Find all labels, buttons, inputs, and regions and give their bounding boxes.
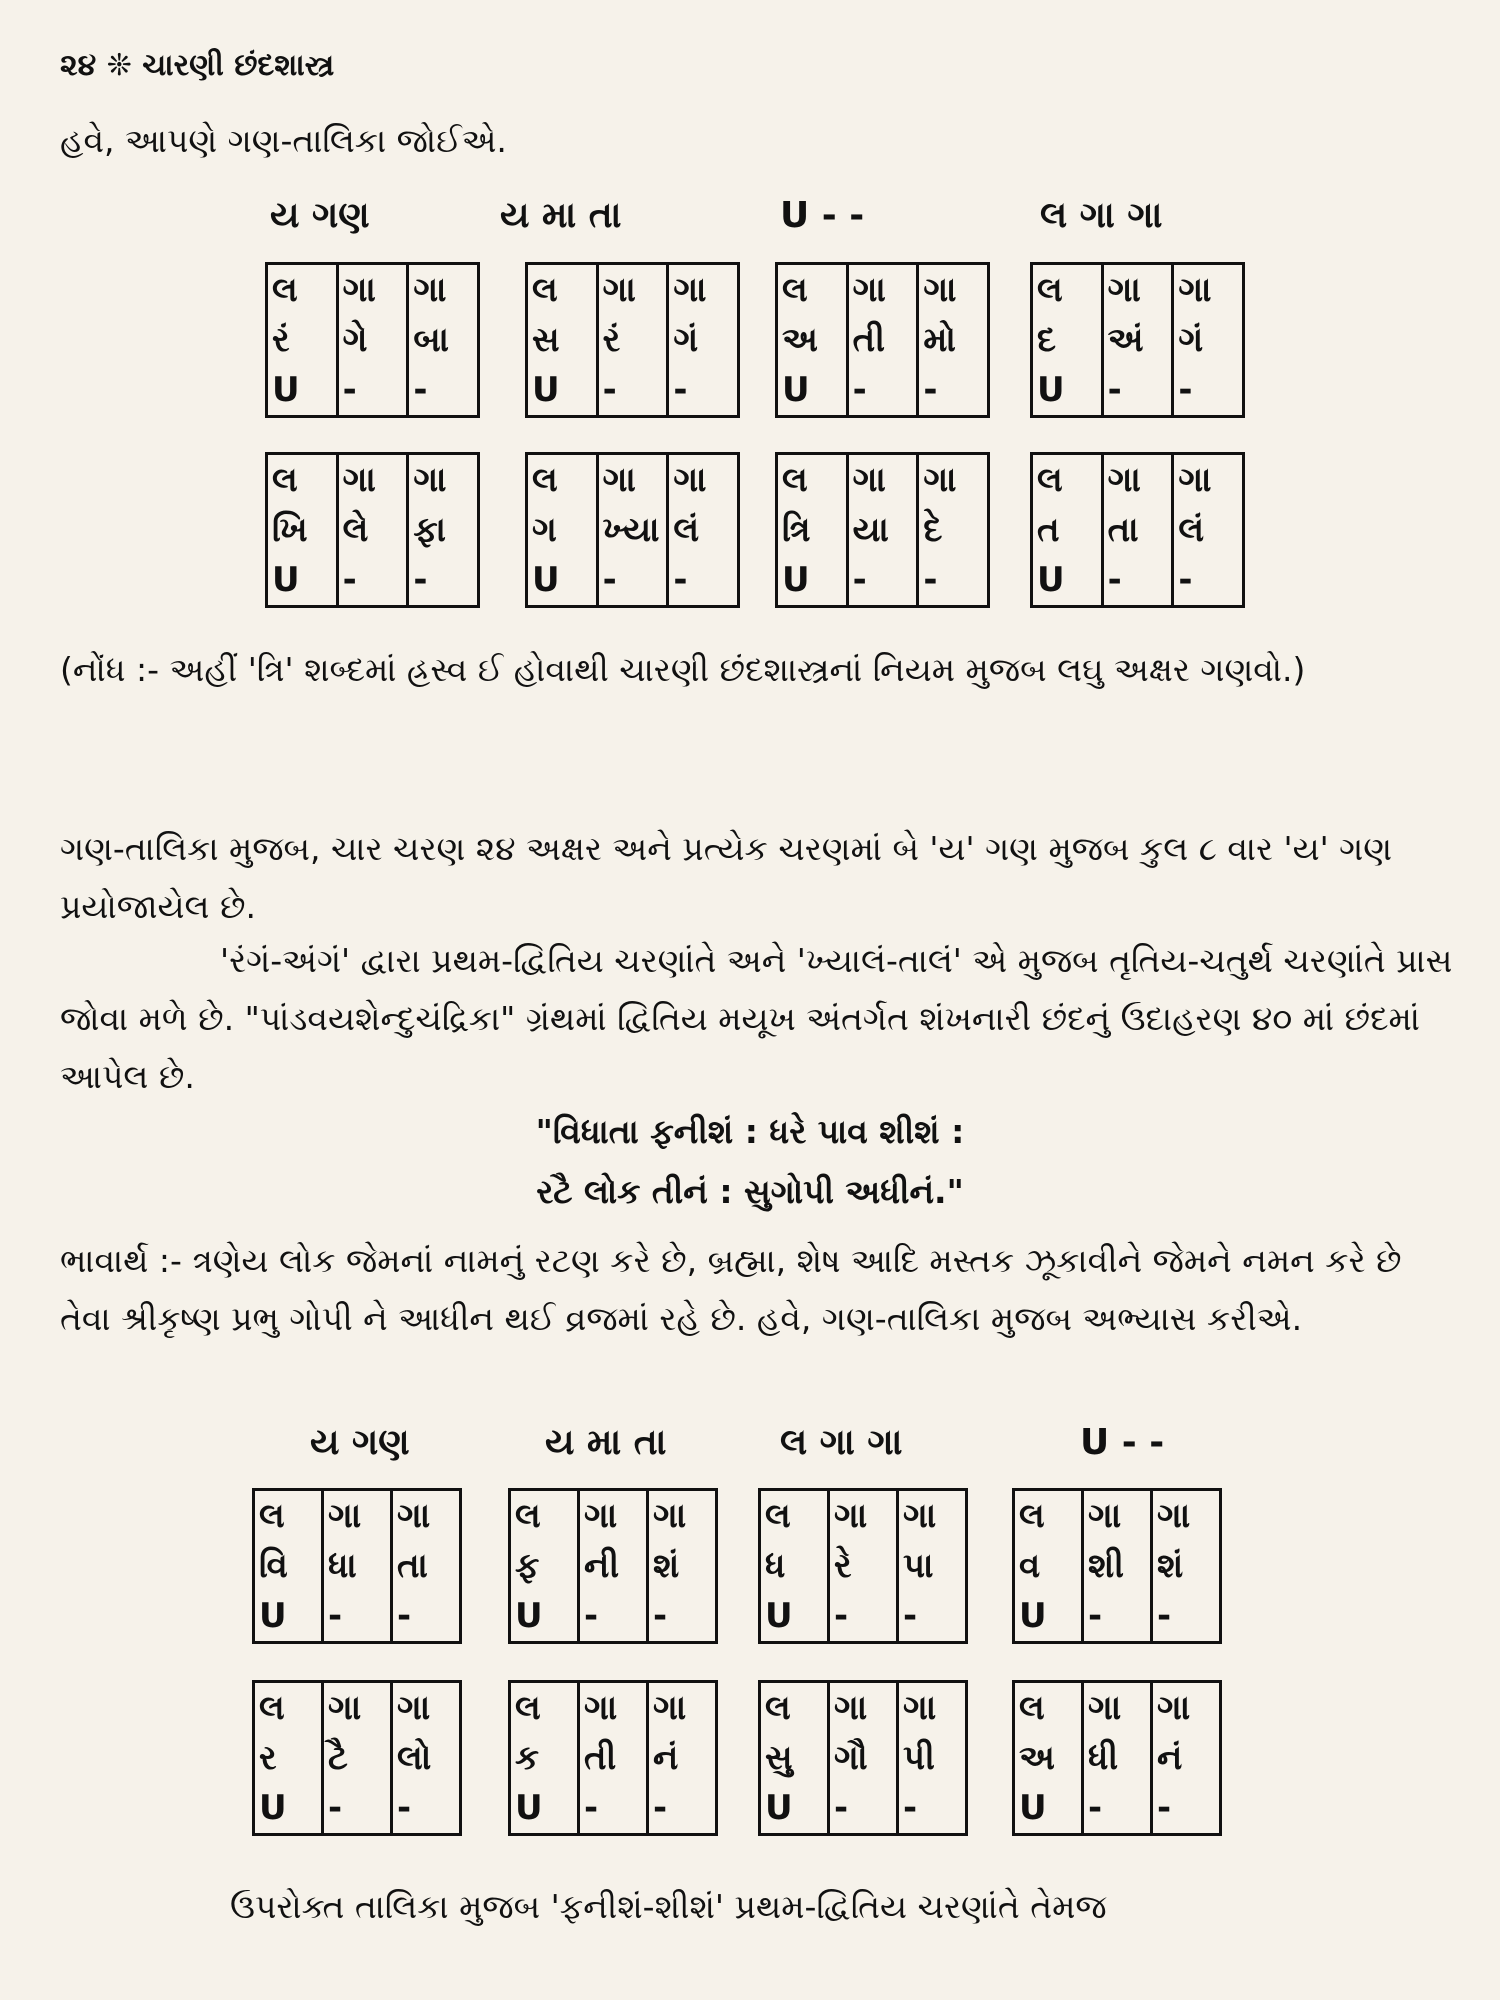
gana-cell: -: [1102, 365, 1173, 417]
gana-cell: -: [579, 1783, 648, 1835]
gana-cell: -: [898, 1591, 967, 1643]
gana-cell: U: [777, 365, 848, 417]
gana-table-row: [1032, 315, 1244, 365]
gana-cell: લ: [527, 264, 598, 316]
gana-table: [775, 262, 990, 418]
gana-table-row: [777, 264, 989, 316]
gana-cell: વિ: [254, 1541, 323, 1591]
gana-table-row: [267, 555, 479, 607]
gana-cell: શી: [1083, 1541, 1152, 1591]
gana-cell: -: [898, 1783, 967, 1835]
gana-table: [508, 1680, 718, 1836]
gana-cell: ગા: [1152, 1490, 1221, 1542]
gana-cell: ગા: [408, 264, 479, 316]
gana-table-row: [527, 454, 739, 506]
gana-cell: ગા: [648, 1682, 717, 1734]
gana-cell: ધી: [1083, 1733, 1152, 1783]
gana-table: [252, 1488, 462, 1644]
gana-cell: લ: [1032, 454, 1103, 506]
gana-cell: પી: [898, 1733, 967, 1783]
gana-cell: U: [267, 555, 338, 607]
gana-cell: અ: [1014, 1733, 1083, 1783]
gana-cell: ગા: [898, 1490, 967, 1542]
gana-table: [525, 452, 740, 608]
gana-cell: ગા: [668, 264, 739, 316]
gana-cell: -: [597, 555, 668, 607]
gana-cell: ગા: [1083, 1490, 1152, 1542]
gana-cell: -: [918, 365, 989, 417]
gana-cell: લ: [1032, 264, 1103, 316]
gana-cell: U: [510, 1591, 579, 1643]
gana-cell: -: [668, 365, 739, 417]
gana-table-row: [254, 1541, 461, 1591]
gana-table: [252, 1680, 462, 1836]
gana-table-row: [510, 1682, 717, 1734]
gana-cell: ગા: [668, 454, 739, 506]
gana-cell: -: [829, 1591, 898, 1643]
gana-cell: -: [392, 1591, 461, 1643]
gana-table-row: [254, 1783, 461, 1835]
gana-table-row: [760, 1682, 967, 1734]
gana-table-row: [527, 264, 739, 316]
verse-line-2: રટૈ લોક તીનં : સુગોપી અધીનં.": [536, 1172, 964, 1211]
gana-cell: ફા: [408, 505, 479, 555]
gana-cell: -: [668, 555, 739, 607]
gana-cell: વ: [1014, 1541, 1083, 1591]
gana-cell: -: [337, 365, 408, 417]
gana-cell: ફ: [510, 1541, 579, 1591]
gana-table-row: [510, 1490, 717, 1542]
gana-cell: U: [1032, 365, 1103, 417]
gana-cell: U: [777, 555, 848, 607]
gana-cell: U: [1032, 555, 1103, 607]
gana-cell: ગ: [527, 505, 598, 555]
gana-cell: ધ: [760, 1541, 829, 1591]
gana-cell: -: [847, 555, 918, 607]
gana-cell: દે: [918, 505, 989, 555]
gana-table-row: [777, 365, 989, 417]
gana-table: [758, 1680, 968, 1836]
gana-cell: તી: [847, 315, 918, 365]
gana-cell: લે: [337, 505, 408, 555]
gana-cell: પા: [898, 1541, 967, 1591]
gana-cell: ગા: [829, 1682, 898, 1734]
verse-line-1: "વિધાતા ફનીશં : ધરે પાવ શીશં :: [535, 1112, 965, 1151]
gana-table-row: [527, 505, 739, 555]
gana-table-row: [777, 555, 989, 607]
gana-cell: ગા: [918, 454, 989, 506]
gana-table-row: [254, 1490, 461, 1542]
gana-table-row: [1032, 264, 1244, 316]
gana-cell: -: [1083, 1591, 1152, 1643]
gana-table: [265, 262, 480, 418]
gana-table-row: [267, 505, 479, 555]
gana-cell: યા: [847, 505, 918, 555]
gana-table-row: [527, 555, 739, 607]
gana-cell: લ: [510, 1490, 579, 1542]
gana-table: [1030, 262, 1245, 418]
gana-cell: -: [648, 1783, 717, 1835]
gana-cell: -: [829, 1783, 898, 1835]
gana-table-row: [510, 1541, 717, 1591]
gana-cell: ગા: [337, 264, 408, 316]
gana-cell: ખ્યા: [597, 505, 668, 555]
gana-table-row: [760, 1733, 967, 1783]
gana-table-row: [1014, 1733, 1221, 1783]
gana-cell: -: [392, 1783, 461, 1835]
gana-table-row: [760, 1490, 967, 1542]
gana-cell: લો: [392, 1733, 461, 1783]
gana-cell: લ: [254, 1490, 323, 1542]
gana-cell: ગા: [323, 1490, 392, 1542]
gana-cell: ગા: [597, 264, 668, 316]
gana-table-row: [267, 454, 479, 506]
gana-table-row: [777, 454, 989, 506]
gana-table: [1030, 452, 1245, 608]
gana-header: લ ગા ગા: [780, 1422, 903, 1463]
gana-table-row: [760, 1783, 967, 1835]
gana-cell: ગા: [1173, 454, 1244, 506]
gana-cell: -: [579, 1591, 648, 1643]
gana-cell: -: [847, 365, 918, 417]
gana-cell: ર: [254, 1733, 323, 1783]
gana-cell: બા: [408, 315, 479, 365]
gana-cell: લ: [1014, 1682, 1083, 1734]
note-text: (નોંધ :- અહીં 'ત્રિ' શબ્દમાં હ્રસ્વ ઈ હોવાથી ચારણી છંદશાસ્ત્રનાં નિયમ મુજબ લઘુ અક્ષર ગણવો.): [60, 650, 1306, 689]
gana-header: U - -: [780, 195, 865, 236]
running-head: ૨૪ ❊ ચારણી છંદશાસ્ત્ર: [60, 48, 335, 83]
gana-cell: ગા: [1152, 1682, 1221, 1734]
gana-cell: સ: [527, 315, 598, 365]
gana-table: [1012, 1488, 1222, 1644]
gana-cell: ટૈ: [323, 1733, 392, 1783]
gana-table-row: [1032, 555, 1244, 607]
gana-table: [265, 452, 480, 608]
gana-cell: -: [337, 555, 408, 607]
gana-cell: U: [1014, 1591, 1083, 1643]
gana-cell: ગા: [1083, 1682, 1152, 1734]
gana-cell: ગા: [597, 454, 668, 506]
gana-table-row: [527, 315, 739, 365]
paragraph-meaning: ભાવાર્થ :- ત્રણેય લોક જેમનાં નામનું રટણ કરે છે, બ્રહ્મા, શેષ આદિ મસ્તક ઝૂકાવીને જેમને નમન કરે છે તેવા શ્રીકૃષ્ણ પ્રભુ ગોપી ને આધીન થઈ વ્રજમાં રહે છે. હવે, ગણ-તાલિકા મુજબ અભ્યાસ કરીએ.: [60, 1241, 1402, 1338]
gana-cell: લ: [527, 454, 598, 506]
gana-cell: -: [408, 555, 479, 607]
gana-cell: -: [1152, 1783, 1221, 1835]
gana-table-row: [254, 1682, 461, 1734]
paragraph-2: 'રંગં-અંગં' દ્વારા પ્રથમ-દ્વિતિય ચરણાંતે અને 'ખ્યાલં-તાલં' એ મુજબ તૃતિય-ચતુર્થ ચરણાંતે પ્રાસ જોવા મળે છે. "પાંડવયશેન્દુચંદ્રિકા" ગ્રંથમાં દ્વિતિય મયૂખ અંતર્ગત શંખનારી છંદનું ઉદાહરણ ૪૦ માં છંદમાં આપેલ છે.: [60, 941, 1453, 1096]
gana-cell: ગૌ: [829, 1733, 898, 1783]
gana-header-row-2: [0, 1422, 1500, 1466]
gana-cell: દ: [1032, 315, 1103, 365]
gana-cell: રં: [597, 315, 668, 365]
gana-cell: ખિ: [267, 505, 338, 555]
gana-header-row-1: [0, 195, 1500, 239]
gana-table-row: [1014, 1682, 1221, 1734]
gana-cell: નં: [648, 1733, 717, 1783]
gana-cell: ગં: [668, 315, 739, 365]
gana-cell: ગે: [337, 315, 408, 365]
gana-cell: ગા: [829, 1490, 898, 1542]
gana-table-row: [510, 1591, 717, 1643]
gana-table-row: [254, 1733, 461, 1783]
gana-table: [508, 1488, 718, 1644]
gana-cell: ગા: [847, 454, 918, 506]
gana-cell: ધા: [323, 1541, 392, 1591]
gana-table-row: [1014, 1541, 1221, 1591]
gana-cell: ની: [579, 1541, 648, 1591]
gana-cell: -: [1173, 365, 1244, 417]
gana-table: [525, 262, 740, 418]
gana-cell: ગા: [579, 1490, 648, 1542]
gana-table: [775, 452, 990, 608]
gana-table-row: [760, 1591, 967, 1643]
gana-cell: લ: [254, 1682, 323, 1734]
gana-cell: મો: [918, 315, 989, 365]
gana-cell: ગા: [918, 264, 989, 316]
gana-cell: -: [648, 1591, 717, 1643]
gana-cell: ગા: [579, 1682, 648, 1734]
gana-table-row: [1032, 365, 1244, 417]
gana-cell: તી: [579, 1733, 648, 1783]
gana-header: U - -: [1080, 1422, 1165, 1463]
gana-header: ય મા તા: [500, 195, 622, 236]
gana-cell: ગં: [1173, 315, 1244, 365]
gana-cell: -: [1173, 555, 1244, 607]
gana-cell: લ: [760, 1682, 829, 1734]
gana-cell: -: [1102, 555, 1173, 607]
gana-cell: U: [1014, 1783, 1083, 1835]
gana-cell: લ: [777, 454, 848, 506]
gana-cell: -: [1152, 1591, 1221, 1643]
intro-text: હવે, આપણે ગણ-તાલિકા જોઈએ.: [60, 121, 507, 160]
gana-cell: લં: [1173, 505, 1244, 555]
gana-cell: ક: [510, 1733, 579, 1783]
gana-cell: તા: [1102, 505, 1173, 555]
gana-cell: ગા: [1102, 454, 1173, 506]
gana-cell: U: [267, 365, 338, 417]
gana-table-row: [1032, 505, 1244, 555]
gana-table-row: [1014, 1490, 1221, 1542]
gana-cell: શં: [1152, 1541, 1221, 1591]
gana-table-row: [527, 365, 739, 417]
gana-cell: લ: [267, 454, 338, 506]
gana-cell: નં: [1152, 1733, 1221, 1783]
gana-cell: ગા: [648, 1490, 717, 1542]
gana-cell: રે: [829, 1541, 898, 1591]
gana-cell: -: [323, 1591, 392, 1643]
gana-cell: U: [510, 1783, 579, 1835]
paragraph-1: ગણ-તાલિકા મુજબ, ચાર ચરણ ૨૪ અક્ષર અને પ્રત્યેક ચરણમાં બે 'ય' ગણ મુજબ કુલ ૮ વાર 'ય' ગણ પ્રયોજાયેલ છે.: [60, 829, 1393, 926]
gana-cell: રં: [267, 315, 338, 365]
gana-table-row: [510, 1733, 717, 1783]
gana-cell: શં: [648, 1541, 717, 1591]
gana-header: ય મા તા: [545, 1422, 667, 1463]
gana-cell: -: [597, 365, 668, 417]
gana-cell: U: [254, 1591, 323, 1643]
gana-cell: ગા: [323, 1682, 392, 1734]
gana-cell: ગા: [337, 454, 408, 506]
gana-cell: ગા: [1102, 264, 1173, 316]
gana-cell: -: [1083, 1783, 1152, 1835]
gana-cell: ત્રિ: [777, 505, 848, 555]
gana-cell: U: [760, 1591, 829, 1643]
gana-table-row: [760, 1541, 967, 1591]
gana-cell: તા: [392, 1541, 461, 1591]
gana-header: લ ગા ગા: [1040, 195, 1163, 236]
gana-cell: ગા: [1173, 264, 1244, 316]
gana-table-row: [1014, 1783, 1221, 1835]
gana-table-row: [777, 505, 989, 555]
gana-cell: U: [527, 365, 598, 417]
gana-cell: -: [918, 555, 989, 607]
gana-table-row: [1014, 1591, 1221, 1643]
gana-header: ય ગણ: [310, 1422, 410, 1463]
gana-table-row: [777, 315, 989, 365]
gana-cell: ગા: [392, 1490, 461, 1542]
gana-cell: U: [254, 1783, 323, 1835]
gana-cell: -: [408, 365, 479, 417]
gana-cell: લ: [760, 1490, 829, 1542]
gana-cell: ગા: [392, 1682, 461, 1734]
gana-cell: લ: [1014, 1490, 1083, 1542]
gana-cell: U: [527, 555, 598, 607]
gana-table-row: [254, 1591, 461, 1643]
gana-cell: લં: [668, 505, 739, 555]
gana-table: [1012, 1680, 1222, 1836]
gana-cell: -: [323, 1783, 392, 1835]
gana-table-row: [267, 264, 479, 316]
gana-cell: U: [760, 1783, 829, 1835]
gana-cell: અ: [777, 315, 848, 365]
gana-table-row: [510, 1783, 717, 1835]
gana-table-row: [1032, 454, 1244, 506]
gana-cell: ગા: [408, 454, 479, 506]
gana-cell: સુ: [760, 1733, 829, 1783]
gana-cell: ગા: [847, 264, 918, 316]
gana-cell: અં: [1102, 315, 1173, 365]
gana-table-row: [267, 365, 479, 417]
gana-table-row: [267, 315, 479, 365]
gana-cell: લ: [777, 264, 848, 316]
gana-cell: ગા: [898, 1682, 967, 1734]
gana-table: [758, 1488, 968, 1644]
gana-header: ય ગણ: [270, 195, 370, 236]
gana-cell: લ: [267, 264, 338, 316]
gana-cell: લ: [510, 1682, 579, 1734]
paragraph-last: ઉપરોક્ત તાલિકા મુજબ 'ફનીશં-શીશં' પ્રથમ-દ્વિતિય ચરણાંતે તેમજ: [230, 1887, 1107, 1926]
gana-cell: ત: [1032, 505, 1103, 555]
